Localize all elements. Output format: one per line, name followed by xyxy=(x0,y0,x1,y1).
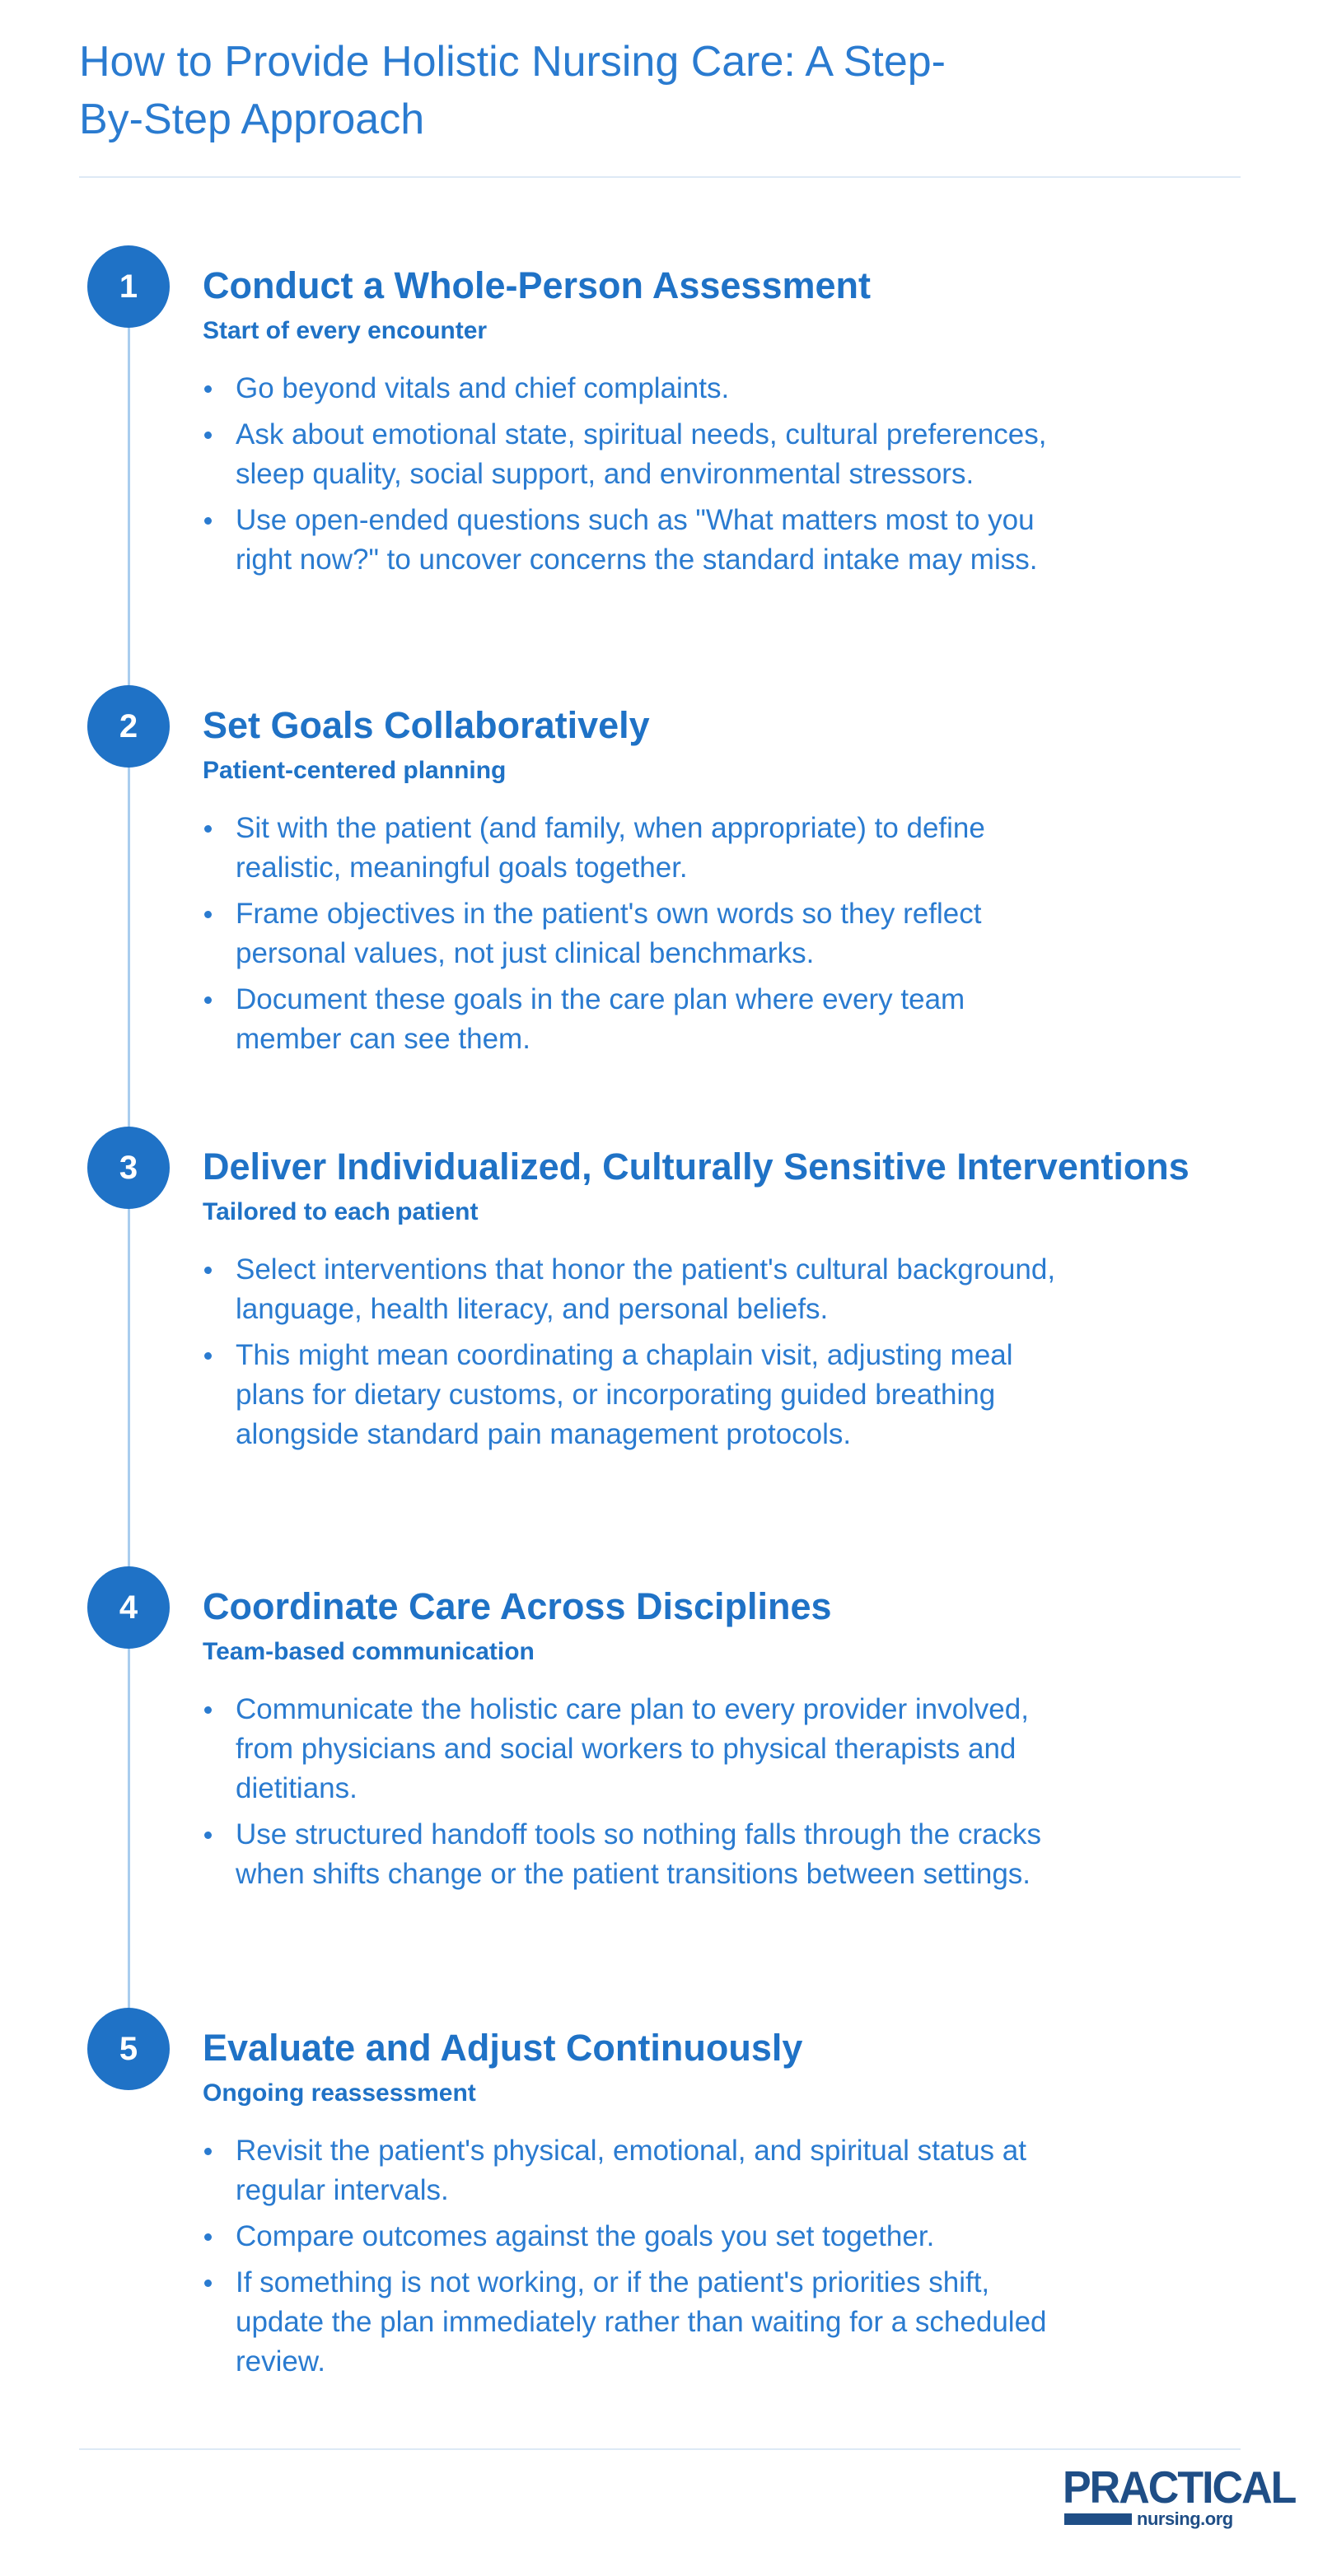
step-heading: Coordinate Care Across Disciplines xyxy=(203,1585,832,1627)
bullet-item: Ask about emotional state, spiritual needs, cultural preferences, sleep quality, social support, and environmental stressors. xyxy=(203,415,1076,494)
bullet-item: Compare outcomes against the goals you set together. xyxy=(203,2217,1076,2256)
step-number-badge: 2 xyxy=(87,685,170,768)
bullet-item: Revisit the patient's physical, emotional, and spiritual status at regular intervals. xyxy=(203,2131,1076,2210)
logo-wordmark: PRACTICAL xyxy=(1063,2462,1296,2513)
step-number-badge: 4 xyxy=(87,1566,170,1649)
header-divider xyxy=(79,176,1241,178)
bullet-item: Go beyond vitals and chief complaints. xyxy=(203,369,1076,408)
step-bullet-list xyxy=(203,369,1076,586)
step-number-badge: 3 xyxy=(87,1127,170,1209)
step-heading: Set Goals Collaboratively xyxy=(203,704,650,746)
step-subheading: Team-based communication xyxy=(203,1638,535,1665)
bullet-item: This might mean coordinating a chaplain visit, adjusting meal plans for dietary customs, or incorporating guided breathing alongside standard pain management protocols. xyxy=(203,1336,1076,1454)
step-subheading: Patient-centered planning xyxy=(203,757,507,784)
bullet-item: Use open-ended questions such as "What matters most to you right now?" to uncover concerns the standard intake may miss. xyxy=(203,501,1076,580)
page-title: How to Provide Holistic Nursing Care: A Step-By-Step Approach xyxy=(79,38,946,143)
step-heading: Conduct a Whole-Person Assessment xyxy=(203,264,871,306)
bullet-item: Frame objectives in the patient's own words so they reflect personal values, not just clinical benchmarks. xyxy=(203,894,1076,973)
logo-bar xyxy=(1064,2513,1132,2525)
bullet-item: Use structured handoff tools so nothing falls through the cracks when shifts change or the patient transitions between settings. xyxy=(203,1815,1076,1894)
bullet-item: Document these goals in the care plan where every team member can see them. xyxy=(203,980,1076,1059)
step-bullet-list xyxy=(203,809,1076,1066)
step-bullet-list xyxy=(203,1690,1076,1901)
logo-domain: nursing.org xyxy=(1137,2508,1233,2529)
step-heading: Evaluate and Adjust Continuously xyxy=(203,2027,803,2069)
practical-nursing-logo xyxy=(1063,2462,1296,2533)
step-subheading: Start of every encounter xyxy=(203,317,488,344)
step-heading: Deliver Individualized, Culturally Sensitive Interventions xyxy=(203,1146,1189,1188)
bullet-item: Sit with the patient (and family, when appropriate) to define realistic, meaningful goals together. xyxy=(203,809,1076,888)
bullet-item: If something is not working, or if the patient's priorities shift, update the plan immediately rather than waiting for a scheduled review. xyxy=(203,2263,1076,2382)
step-number-badge: 5 xyxy=(87,2008,170,2090)
step-bullet-list xyxy=(203,2131,1076,2388)
step-number-badge: 1 xyxy=(87,245,170,328)
footer-divider xyxy=(79,2448,1241,2450)
step-subheading: Tailored to each patient xyxy=(203,1198,479,1225)
step-bullet-list xyxy=(203,1250,1076,1461)
step-subheading: Ongoing reassessment xyxy=(203,2079,476,2107)
bullet-item: Communicate the holistic care plan to every provider involved, from physicians and social workers to physical therapists and dietitians. xyxy=(203,1690,1076,1808)
bullet-item: Select interventions that honor the patient's cultural background, language, health literacy, and personal beliefs. xyxy=(203,1250,1076,1329)
